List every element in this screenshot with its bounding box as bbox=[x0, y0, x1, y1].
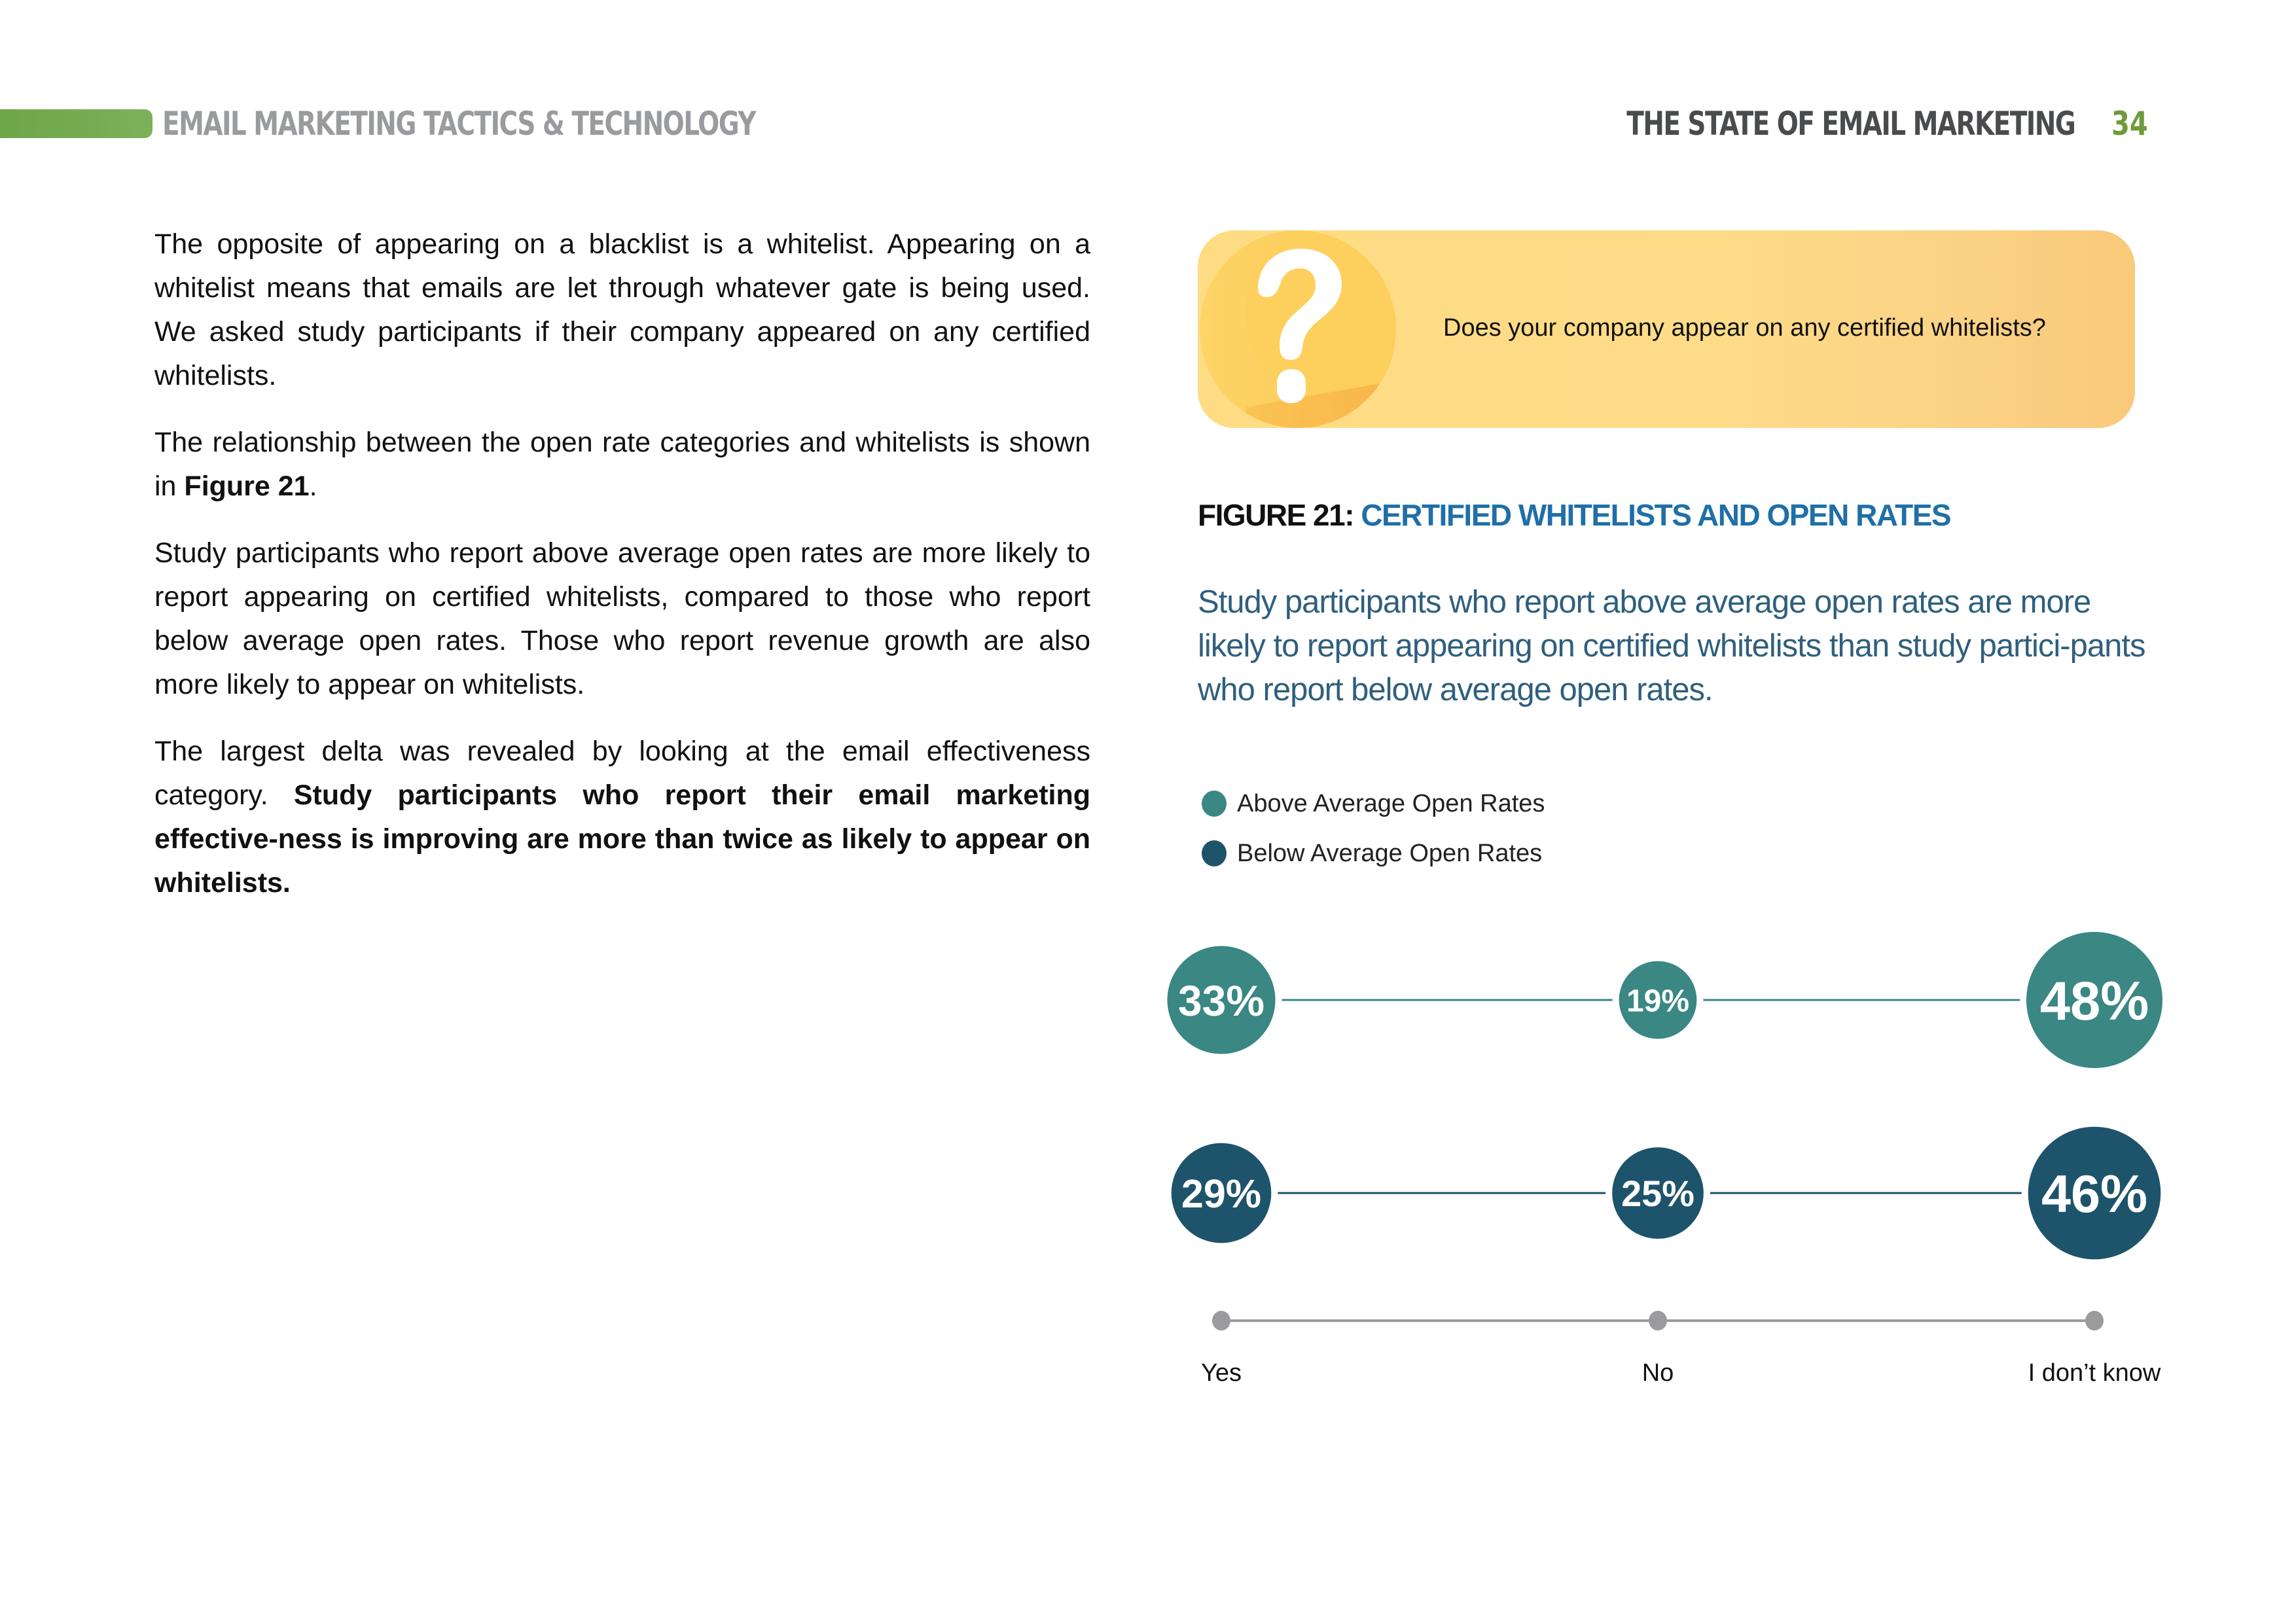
category-label: Yes bbox=[1201, 1359, 1242, 1387]
data-label: 33% bbox=[1177, 976, 1265, 1025]
data-label: 48% bbox=[2039, 970, 2149, 1031]
legend-label-above: Above Average Open Rates bbox=[1237, 789, 1545, 817]
figure-reference: Figure 21 bbox=[184, 471, 310, 502]
figure-number: FIGURE 21: bbox=[1198, 498, 1354, 532]
paragraph-2-end: . bbox=[309, 471, 317, 502]
category-label: I don’t know bbox=[2028, 1359, 2161, 1387]
legend-label-below: Below Average Open Rates bbox=[1237, 839, 1543, 867]
category-tick-dot bbox=[2085, 1311, 2104, 1330]
category-label: No bbox=[1641, 1359, 1674, 1387]
question-text: Does your company appear on any certified whitelists? bbox=[1443, 314, 2046, 342]
figure-subtitle: Study participants who report above average open rates are more likely to report appearing on certified whitelists than study partici-pants who report below average open rates. bbox=[1198, 584, 2145, 707]
category-tick-dot bbox=[1212, 1311, 1230, 1330]
report-title: THE STATE OF EMAIL MARKETING bbox=[1626, 105, 2075, 143]
paragraph-2-text: The relationship between the open rate categories and whitelists is shown in bbox=[154, 427, 1090, 502]
paragraph-1: The opposite of appearing on a blacklist is a whitelist. Appearing on a whitelist means that emails are let through whatever gate is being used. We asked study participants if their company appeared on any certified whitelists. bbox=[154, 228, 1090, 391]
category-tick-dot bbox=[1649, 1311, 1667, 1330]
figure-name: CERTIFIED WHITELISTS AND OPEN RATES bbox=[1361, 498, 1951, 532]
data-label: 29% bbox=[1181, 1171, 1262, 1216]
paragraph-3: Study participants who report above average open rates are more likely to report appearing on certified whitelists, compared to those who report below average open rates. Those who report revenue growth are also more likely to appear on whitelists. bbox=[154, 537, 1090, 700]
paragraph-4-text: The largest delta was revealed by looking at the email effectiveness category. bbox=[154, 736, 1090, 811]
section-title: EMAIL MARKETING TACTICS & TECHNOLOGY bbox=[162, 105, 756, 143]
data-label: 25% bbox=[1621, 1173, 1695, 1215]
data-label: 19% bbox=[1626, 984, 1690, 1019]
paragraph-4-highlight: Study participants who report their email marketing effective-ness is improving are more than twice as likely to appear on whitelists. bbox=[154, 779, 1090, 899]
data-label: 46% bbox=[2041, 1165, 2148, 1224]
page-number: 34 bbox=[2111, 105, 2148, 143]
